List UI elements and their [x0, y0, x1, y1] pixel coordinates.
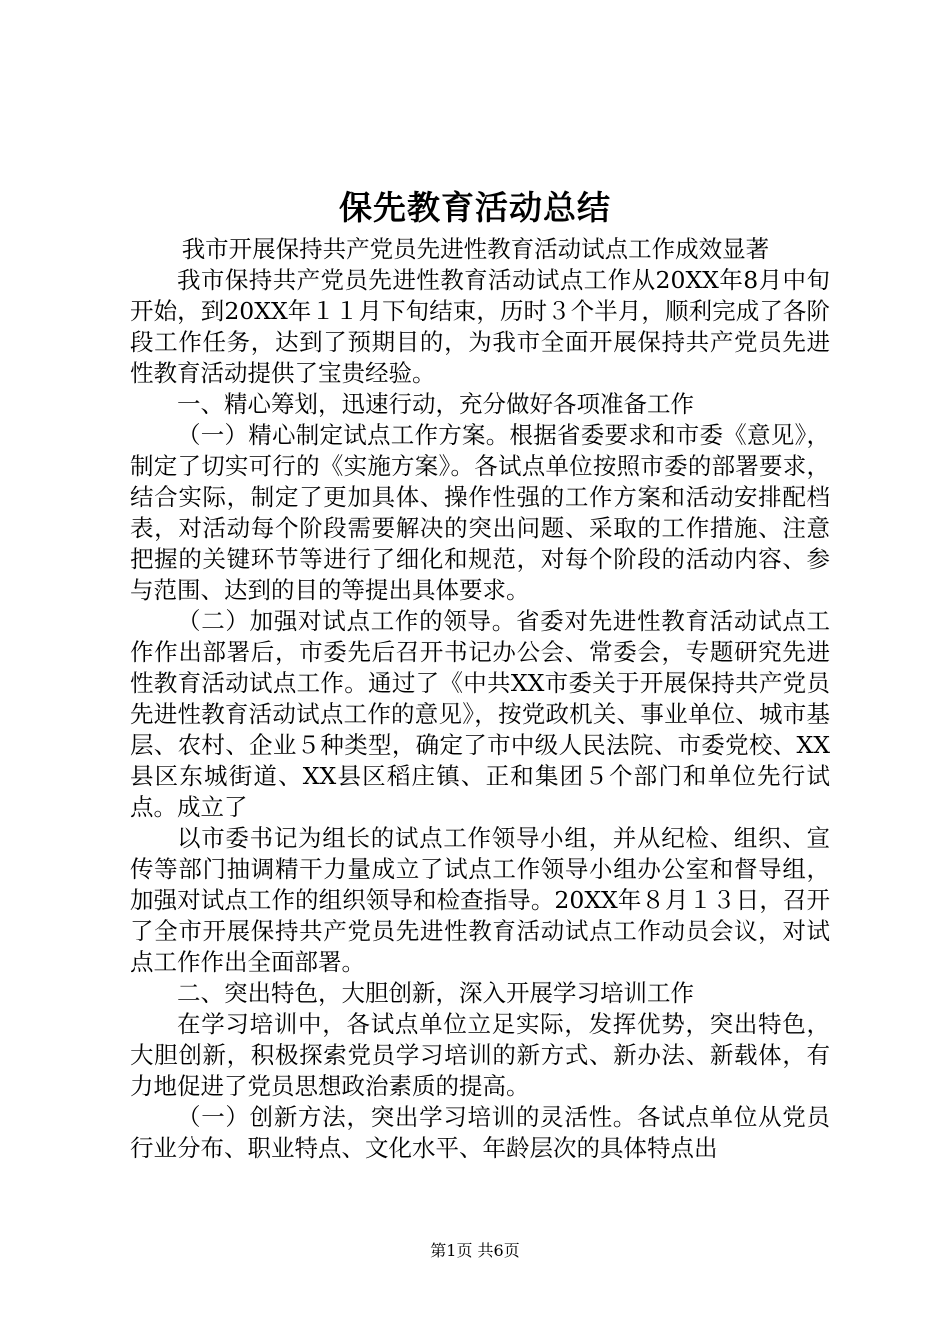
section-heading: 二、突出特色，大胆创新，深入开展学习培训工作 [177, 979, 694, 1007]
section-heading: 一、精心筹划，迅速行动，充分做好各项准备工作 [177, 390, 694, 418]
paragraph: （二）加强对试点工作的领导。省委对先进性教育活动试点工作作出部署后，市委先后召开书记办公会、常委会，专题研究先进性教育活动试点工作。通过了《中共XX市委关于开展保持共产党员先进性教育活动试点工作的意见》，按党政机关、事业单位、城市基层、农村、企业５种类型，确定了市中级人民法院、市委党校、XX县区东城街道、XX县区稻庄镇、正和集团５个部门和单位先行试点。成立了 [130, 607, 830, 821]
paragraph: 我市保持共产党员先进性教育活动试点工作从20XX年8月中旬开始，到20XX年１１月下旬结束，历时３个半月，顺利完成了各阶段工作任务，达到了预期目的，为我市全面开展保持共产党员先进性教育活动提供了宝贵经验。 [130, 266, 830, 387]
document-body [130, 234, 830, 1164]
page-footer: 第1页 共6页 [430, 1241, 520, 1260]
document-title: 保先教育活动总结 [339, 188, 611, 227]
paragraph: 以市委书记为组长的试点工作领导小组，并从纪检、组织、宣传等部门抽调精干力量成立了试点工作领导小组办公室和督导组，加强对试点工作的组织领导和检查指导。20XX年８月１３日，召开了全市开展保持共产党员先进性教育活动试点工作动员会议，对试点工作作出全面部署。 [130, 824, 830, 976]
paragraph: 在学习培训中，各试点单位立足实际，发挥优势，突出特色，大胆创新，积极探索党员学习培训的新方式、新办法、新载体，有力地促进了党员思想政治素质的提高。 [130, 1010, 830, 1100]
paragraph: （一）精心制定试点工作方案。根据省委要求和市委《意见》，制定了切实可行的《实施方案》。各试点单位按照市委的部署要求，结合实际，制定了更加具体、操作性强的工作方案和活动安排配档表，对活动每个阶段需要解决的突出问题、采取的工作措施、注意把握的关键环节等进行了细化和规范，对每个阶段的活动内容、参与范围、达到的目的等提出具体要求。 [130, 421, 830, 604]
paragraph: （一）创新方法，突出学习培训的灵活性。各试点单位从党员行业分布、职业特点、文化水平、年龄层次的具体特点出 [130, 1103, 830, 1162]
paragraph-subtitle: 我市开展保持共产党员先进性教育活动试点工作成效显著 [181, 235, 770, 263]
